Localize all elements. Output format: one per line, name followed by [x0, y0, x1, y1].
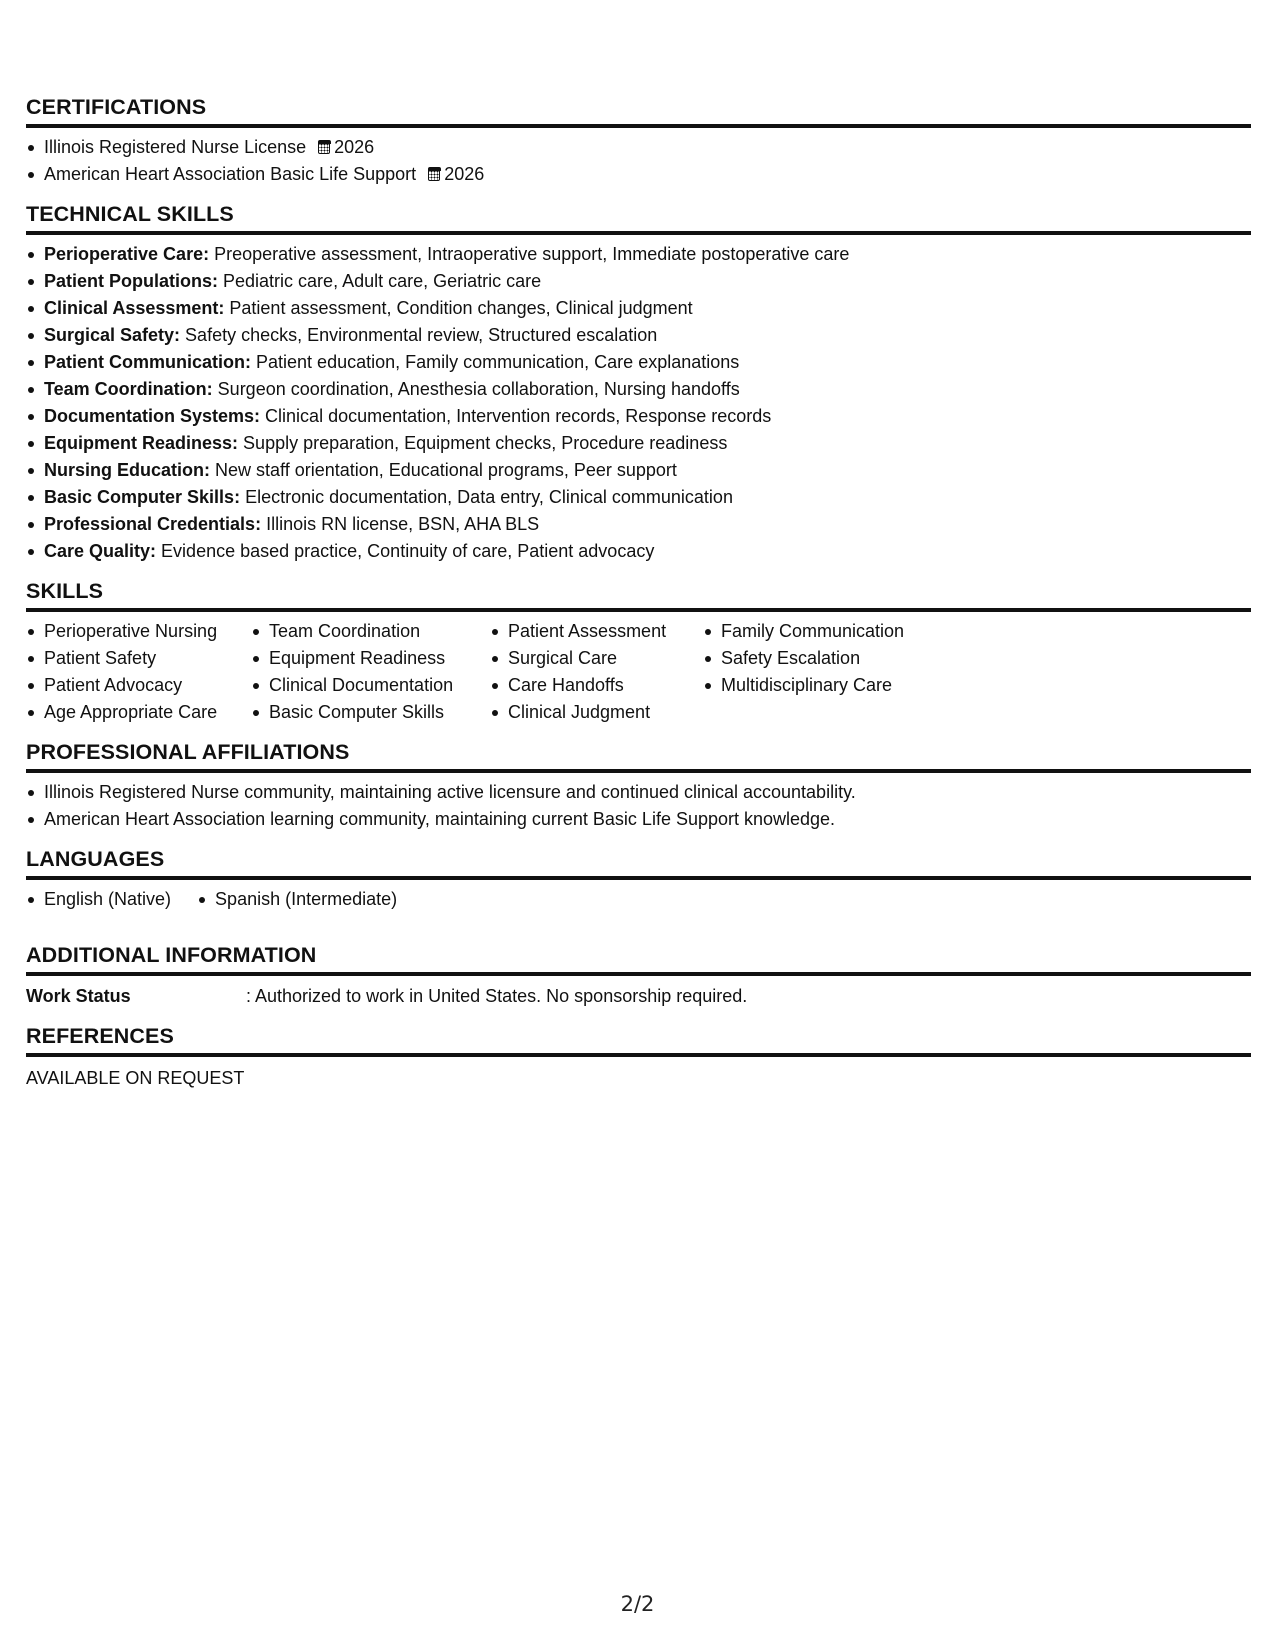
technical-skill-label: Care Quality: [44, 541, 157, 561]
certification-year: 2026 [334, 137, 375, 157]
technical-skill-text: Supply preparation, Equipment checks, Procedure readiness [238, 433, 728, 453]
affiliations-heading: PROFESSIONAL AFFILIATIONS [26, 740, 1251, 773]
technical-skill-label: Team Coordination: [44, 379, 213, 399]
technical-skill-text: Patient education, Family communication, Care explanations [251, 352, 740, 372]
certification-year: 2026 [444, 164, 485, 184]
technical-skill-item [26, 430, 1251, 457]
skill-item: Patient Advocacy [26, 672, 251, 699]
technical-skill-item [26, 322, 1251, 349]
languages-section [26, 847, 1251, 943]
technical-skill-text: Electronic documentation, Data entry, Clinical communication [240, 487, 733, 507]
technical-skill-item [26, 538, 1251, 565]
skill-item: Patient Assessment [490, 618, 703, 645]
skill-item: Equipment Readiness [251, 645, 490, 672]
page-number: 2/2 [620, 1592, 655, 1616]
technical-skill-item [26, 457, 1251, 484]
technical-skills-heading: TECHNICAL SKILLS [26, 202, 1251, 235]
skill-item: Surgical Care [490, 645, 703, 672]
skills-column [251, 618, 490, 726]
skill-item: Care Handoffs [490, 672, 703, 699]
technical-skill-label: Nursing Education: [44, 460, 210, 480]
technical-skill-text: Pediatric care, Adult care, Geriatric care [218, 271, 542, 291]
technical-skill-label: Perioperative Care: [44, 244, 210, 264]
technical-skill-item [26, 349, 1251, 376]
skills-column [703, 618, 953, 726]
technical-skill-label: Professional Credentials: [44, 514, 262, 534]
technical-skill-text: New staff orientation, Educational programs, Peer support [210, 460, 677, 480]
languages-heading: LANGUAGES [26, 847, 1251, 880]
skills-column [26, 618, 251, 726]
affiliation-item: American Heart Association learning community, maintaining current Basic Life Support knowledge. [26, 806, 1251, 833]
certifications-list [26, 134, 1251, 188]
language-item: Spanish (Intermediate) [197, 886, 397, 913]
work-status-row [26, 983, 1251, 1010]
technical-skill-item [26, 376, 1251, 403]
technical-skill-text: Evidence based practice, Continuity of care, Patient advocacy [156, 541, 655, 561]
technical-skill-label: Surgical Safety: [44, 325, 181, 345]
skill-item: Patient Safety [26, 645, 251, 672]
certification-name: American Heart Association Basic Life Support [44, 164, 417, 184]
skills-heading: SKILLS [26, 579, 1251, 612]
technical-skill-item [26, 241, 1251, 268]
technical-skill-label: Patient Communication: [44, 352, 252, 372]
skill-item: Family Communication [703, 618, 953, 645]
work-status-label: Work Status [26, 986, 131, 1006]
affiliations-list [26, 779, 1251, 833]
resume-page [26, 95, 1251, 1092]
technical-skill-label: Basic Computer Skills: [44, 487, 241, 507]
certifications-heading: CERTIFICATIONS [26, 95, 1251, 128]
technical-skill-label: Patient Populations: [44, 271, 219, 291]
skills-grid [26, 618, 1251, 726]
references-section [26, 1024, 1251, 1092]
language-item: English (Native) [26, 886, 171, 913]
references-heading: REFERENCES [26, 1024, 1251, 1057]
certification-item [26, 161, 1251, 188]
technical-skill-text: Patient assessment, Condition changes, Clinical judgment [224, 298, 693, 318]
technical-skill-label: Documentation Systems: [44, 406, 261, 426]
certification-item [26, 134, 1251, 161]
languages-list [26, 886, 1251, 913]
technical-skill-text: Preoperative assessment, Intraoperative support, Immediate postoperative care [209, 244, 850, 264]
technical-skill-text: Illinois RN license, BSN, AHA BLS [261, 514, 540, 534]
technical-skill-text: Surgeon coordination, Anesthesia collaboration, Nursing handoffs [212, 379, 740, 399]
skill-item: Multidisciplinary Care [703, 672, 953, 699]
additional-info-section [26, 943, 1251, 1024]
additional-info-heading: ADDITIONAL INFORMATION [26, 943, 1251, 976]
skill-item: Team Coordination [251, 618, 490, 645]
technical-skill-text: Clinical documentation, Intervention records, Response records [260, 406, 772, 426]
references-text: AVAILABLE ON REQUEST [26, 1068, 245, 1088]
calendar-icon [428, 168, 440, 181]
affiliations-section [26, 740, 1251, 847]
skill-item: Clinical Documentation [251, 672, 490, 699]
technical-skill-item [26, 484, 1251, 511]
technical-skill-item [26, 295, 1251, 322]
technical-skill-label: Equipment Readiness: [44, 433, 239, 453]
calendar-icon [318, 141, 330, 154]
certifications-section [26, 95, 1251, 202]
technical-skills-list [26, 241, 1251, 565]
skills-section [26, 579, 1251, 740]
technical-skill-item [26, 268, 1251, 295]
skill-item: Perioperative Nursing [26, 618, 251, 645]
skill-item: Age Appropriate Care [26, 699, 251, 726]
affiliation-item: Illinois Registered Nurse community, maintaining active licensure and continued clinical accountability. [26, 779, 1251, 806]
skill-item: Clinical Judgment [490, 699, 703, 726]
skill-item: Basic Computer Skills [251, 699, 490, 726]
technical-skill-text: Safety checks, Environmental review, Structured escalation [180, 325, 658, 345]
work-status-value: : Authorized to work in United States. No sponsorship required. [246, 986, 748, 1006]
skill-item: Safety Escalation [703, 645, 953, 672]
technical-skill-item [26, 403, 1251, 430]
certification-name: Illinois Registered Nurse License [44, 137, 307, 157]
technical-skill-label: Clinical Assessment: [44, 298, 225, 318]
technical-skill-item [26, 511, 1251, 538]
skills-column [490, 618, 703, 726]
technical-skills-section [26, 202, 1251, 579]
